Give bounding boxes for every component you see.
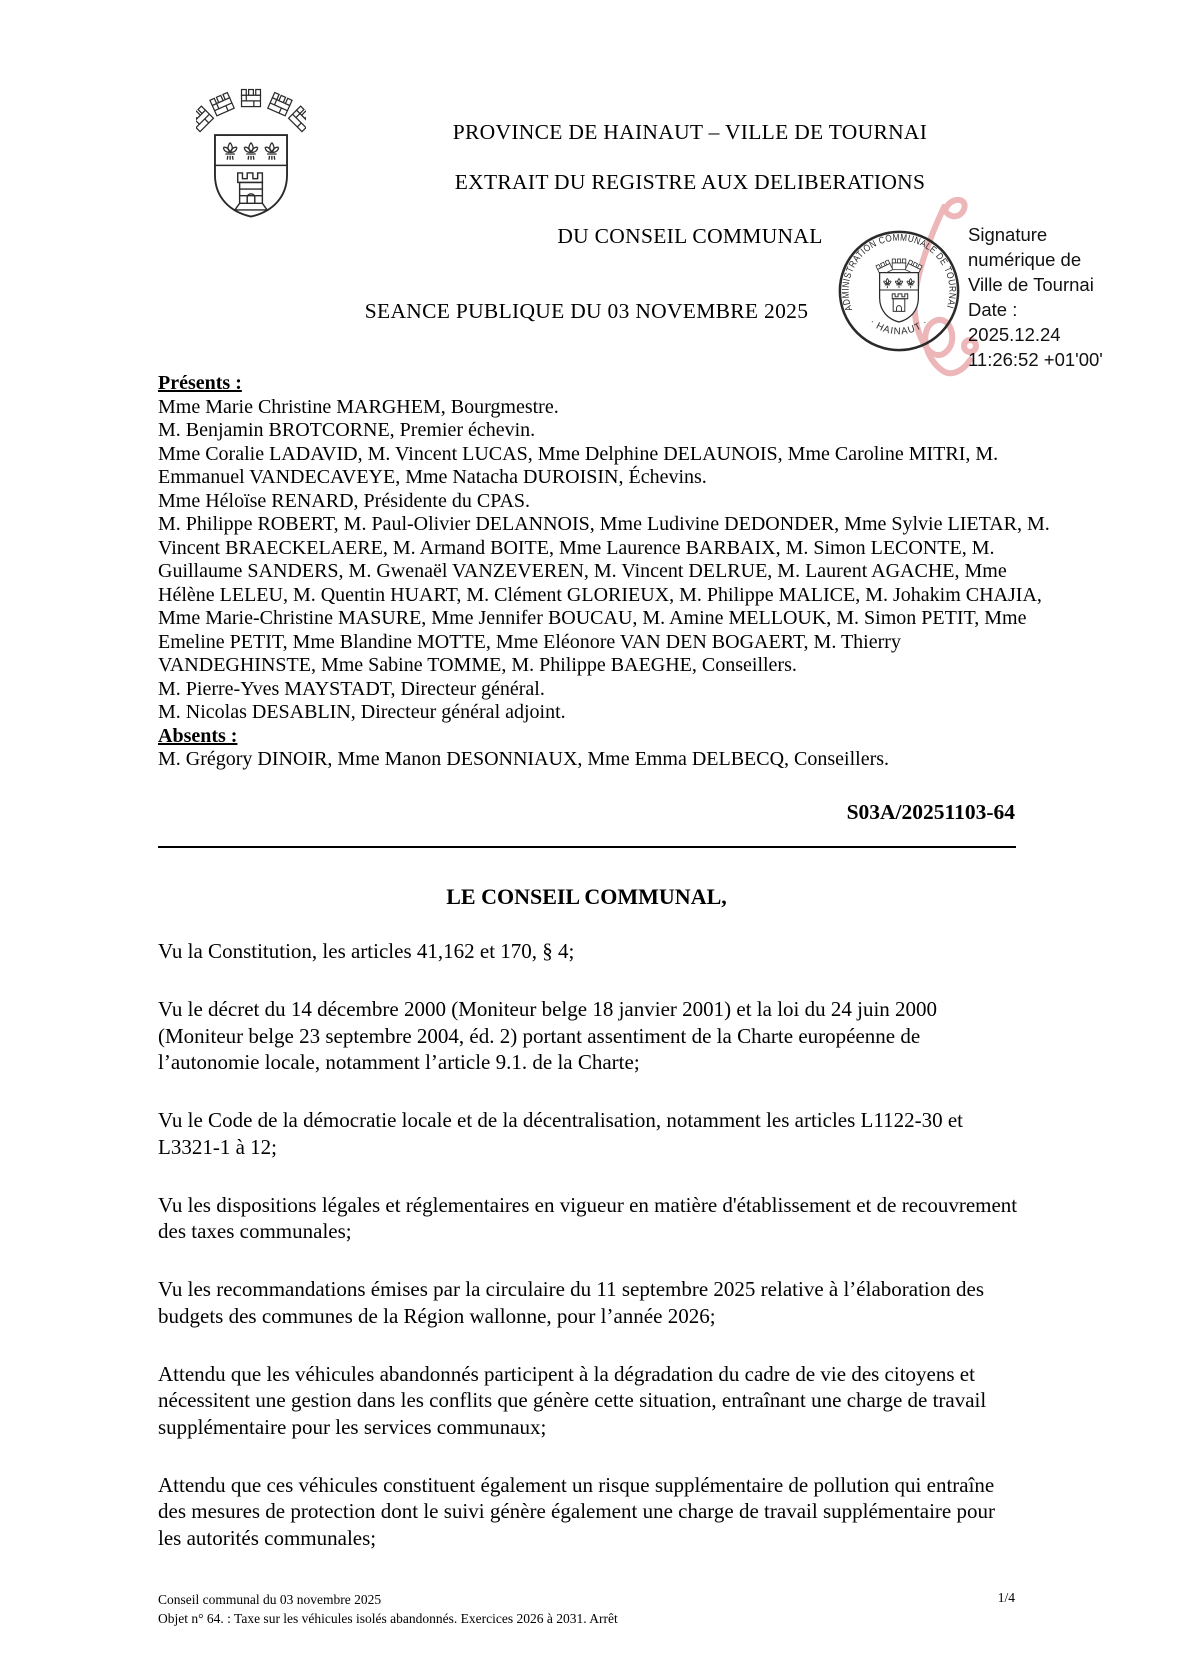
present-line: Mme Marie Christine MARGHEM, Bourgmestre. xyxy=(158,395,559,418)
signature-caption-line: Signature xyxy=(968,224,1048,245)
stamp-arc-text: ADMINISTRATION COMMUNALE DE TOURNAI xyxy=(840,232,958,313)
present-line: Mme Coralie LADAVID, M. Vincent LUCAS, Mme Delphine DELAUNOIS, Mme Caroline MITRI, M. xyxy=(158,442,999,465)
deliberation-body xyxy=(158,938,1022,1583)
deliberation-reference-code: S03A/20251103-64 xyxy=(846,800,1015,824)
absent-line: M. Grégory DINOIR, Mme Manon DESONNIAUX, Mme Emma DELBECQ, Conseillers. xyxy=(158,748,890,770)
signature-caption-line: 2025.12.24 xyxy=(968,324,1061,345)
presents-label: Présents : xyxy=(158,372,242,394)
header-register-title: EXTRAIT DU REGISTRE AUX DELIBERATIONS xyxy=(454,170,926,194)
present-line: Mme Héloïse RENARD, Présidente du CPAS. xyxy=(158,489,531,512)
tournai-coat-of-arms-icon xyxy=(196,84,306,224)
header-council-title: DU CONSEIL COMMUNAL xyxy=(557,224,823,248)
header-session-title: SEANCE PUBLIQUE DU 03 NOVEMBRE 2025 xyxy=(364,299,809,323)
council-heading: LE CONSEIL COMMUNAL, xyxy=(446,884,727,909)
header-province-title: PROVINCE DE HAINAUT – VILLE DE TOURNAI xyxy=(452,120,928,144)
present-line: M. Philippe ROBERT, M. Paul-Olivier DELANNOIS, Mme Ludivine DEDONDER, Mme Sylvie LIETAR, M. xyxy=(158,513,1050,535)
absents-label: Absents : xyxy=(158,724,238,747)
attendance-section xyxy=(158,372,1050,772)
body-paragraph: Attendu que ces véhicules constituent également un risque supplémentaire de pollution qui entraîne des mesures de protection dont le suivi génère également une charge de travail supplémentaire pour les autorités communales; xyxy=(158,1472,995,1550)
body-paragraph: Vu le décret du 14 décembre 2000 (Moniteur belge 18 janvier 2001) et la loi du 24 juin 2000 (Moniteur belge 23 septembre 2004, éd. 2) portant assentiment de la Charte européenne de l’autonomie locale, notamment l’article 9.1. de la Charte; xyxy=(158,997,938,1074)
present-line: Guillaume SANDERS, M. Gwenaël VANZEVEREN, M. Vincent DELRUE, M. Laurent AGACHE, Mme xyxy=(158,560,1007,582)
present-line: M. Benjamin BROTCORNE, Premier échevin. xyxy=(158,419,536,441)
footer-session-line: Conseil communal du 03 novembre 2025 xyxy=(158,1592,382,1607)
page-number: 1/4 xyxy=(997,1590,1015,1605)
body-paragraph: Attendu que les véhicules abandonnés participent à la dégradation du cadre de vie des citoyens et nécessitent une gestion dans les conflits que génère cette situation, entraînant une charge de travail supplémentaire pour les services communaux; xyxy=(158,1361,987,1439)
body-paragraph: Vu le Code de la démocratie locale et de la décentralisation, notamment les articles L1122-30 et L3321-1 à 12; xyxy=(158,1108,963,1159)
present-line: Emeline PETIT, Mme Blandine MOTTE, Mme Eléonore VAN DEN BOGAERT, M. Thierry xyxy=(158,630,901,653)
present-line: Vincent BRAECKELAERE, M. Armand BOITE, Mme Laurence BARBAIX, M. Simon LECONTE, M. xyxy=(158,536,995,559)
present-line: M. Pierre-Yves MAYSTADT, Directeur général. xyxy=(158,677,545,700)
present-line: Mme Marie-Christine MASURE, Mme Jennifer BOUCAU, M. Amine MELLOUK, M. Simon PETIT, Mme xyxy=(158,607,1027,629)
administration-stamp-icon xyxy=(836,228,962,354)
digital-signature-caption xyxy=(968,222,1191,372)
body-paragraph: Vu la Constitution, les articles 41,162 et 170, § 4; xyxy=(158,939,575,963)
signature-caption-line: Ville de Tournai xyxy=(968,274,1094,295)
body-paragraph: Vu les dispositions légales et réglementaires en vigueur en matière d'établissement et de recouvrement des taxes communales; xyxy=(158,1192,1018,1243)
signature-caption-line: numérique de xyxy=(968,249,1082,270)
present-line: M. Nicolas DESABLIN, Directeur général adjoint. xyxy=(158,701,566,723)
stamp-bottom-text: · HAINAUT · xyxy=(867,316,931,338)
signature-caption-line: Date : xyxy=(968,299,1018,320)
present-line: Hélène LELEU, M. Quentin HUART, M. Clément GLORIEUX, M. Philippe MALICE, M. Johakim CHAJIA, xyxy=(158,583,1042,606)
body-paragraph: Vu les recommandations émises par la circulaire du 11 septembre 2025 relative à l’élaboration des budgets des communes de la Région wallonne, pour l’année 2026; xyxy=(158,1277,984,1328)
separator-rule xyxy=(158,846,1016,848)
present-line: VANDEGHINSTE, Mme Sabine TOMME, M. Philippe BAEGHE, Conseillers. xyxy=(158,654,797,676)
signature-caption-line: 11:26:52 +01'00' xyxy=(968,349,1103,370)
present-line: Emmanuel VANDECAVEYE, Mme Natacha DUROISIN, Échevins. xyxy=(158,466,707,488)
footer-object-line: Objet n° 64. : Taxe sur les véhicules isolés abandonnés. Exercices 2026 à 2031. Arrêt xyxy=(158,1611,618,1626)
